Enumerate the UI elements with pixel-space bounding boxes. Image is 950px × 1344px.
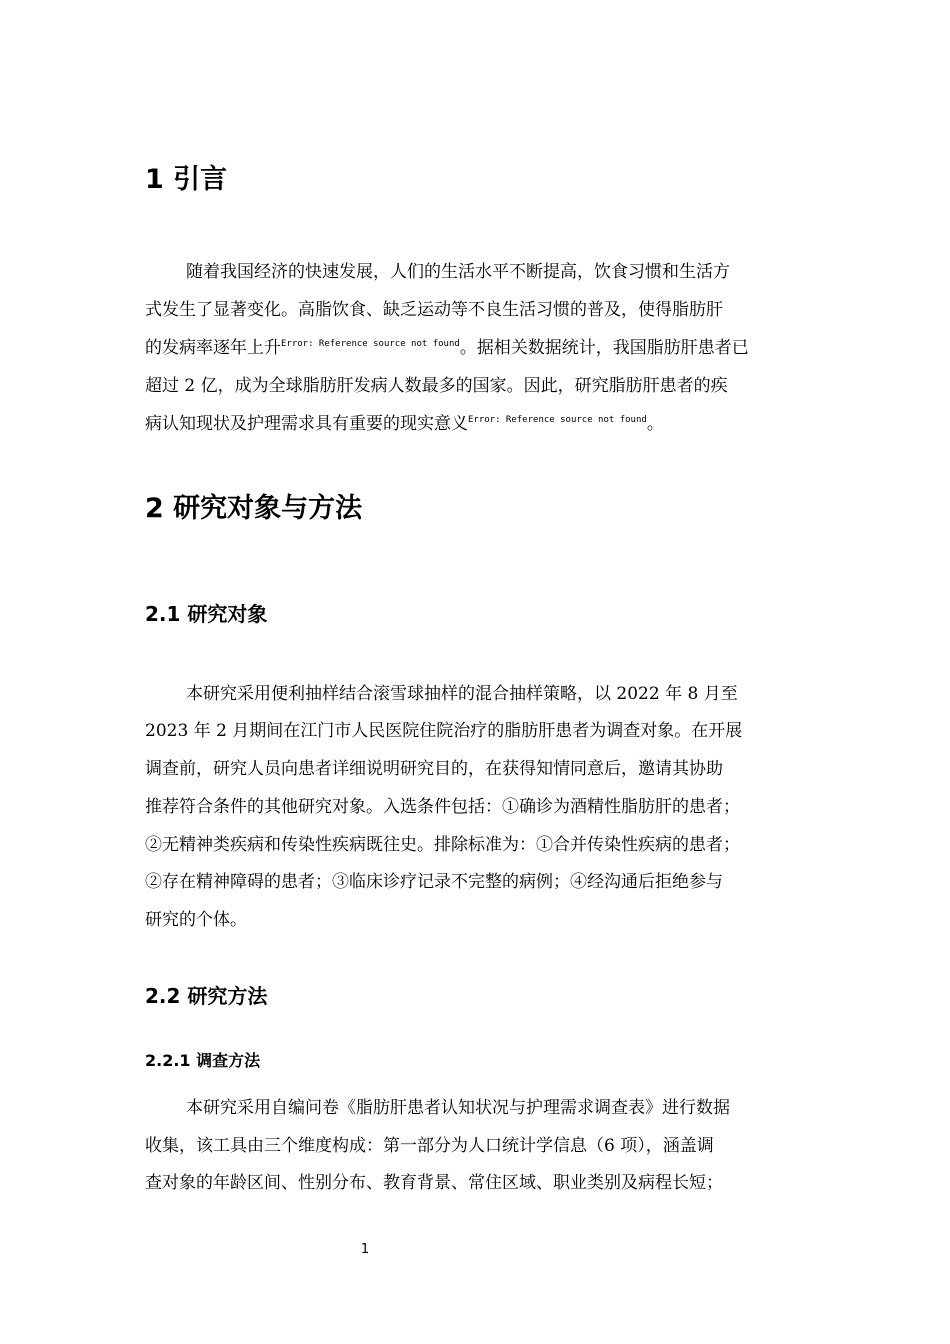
intro-line-1: 随着我国经济的快速发展，人们的生活水平不断提高，饮食习惯和生活方 (186, 262, 730, 282)
survey-line-1: 本研究采用自编问卷《脂肪肝患者认知状况与护理需求调查表》进行数据 (186, 1098, 730, 1118)
intro-line-4: 超过 2 亿，成为全球脂肪肝发病人数最多的国家。因此，研究脂肪肝患者的疾 (145, 376, 728, 396)
survey-line-2: 收集，该工具由三个维度构成：第一部分为人口统计学信息（6 项），涵盖调 (145, 1136, 714, 1156)
heading-study-methods: 2.2 研究方法 (145, 984, 268, 1008)
subject-line-5: ②无精神类疾病和传染性疾病既往史。排除标准为：①合并传染性疾病的患者； (145, 835, 740, 855)
subject-line-7: 研究的个体。 (145, 910, 247, 930)
intro-line-5-text: 病认知现状及护理需求具有重要的现实意义 (145, 414, 468, 434)
intro-line-5-tail: 。 (646, 414, 664, 434)
intro-line-3 (145, 336, 749, 360)
heading-study-subjects: 2.1 研究对象 (145, 602, 268, 626)
reference-error-2: Error: Reference source not found (468, 415, 647, 425)
subject-line-4: 推荐符合条件的其他研究对象。入选条件包括：①确诊为酒精性脂肪肝的患者； (145, 797, 740, 817)
heading-survey-method: 2.2.1 调查方法 (145, 1051, 261, 1070)
subject-line-2: 2023 年 2 月期间在江门市人民医院住院治疗的脂肪肝患者为调查对象。在开展 (145, 721, 743, 741)
intro-line-3-tail: 。据相关数据统计，我国脂肪肝患者已 (459, 338, 749, 358)
subject-line-1: 本研究采用便利抽样结合滚雪球抽样的混合抽样策略，以 2022 年 8 月至 (186, 684, 738, 704)
subject-line-3: 调查前，研究人员向患者详细说明研究目的，在获得知情同意后，邀请其协助 (145, 759, 723, 779)
intro-line-5 (145, 412, 664, 436)
reference-error-1: Error: Reference source not found (281, 339, 460, 349)
survey-line-3: 查对象的年龄区间、性别分布、教育背景、常住区域、职业类别及病程长短； (145, 1173, 723, 1193)
subject-line-6: ②存在精神障碍的患者；③临床诊疗记录不完整的病例；④经沟通后拒绝参与 (145, 872, 723, 892)
intro-line-3-text: 的发病率逐年上升 (145, 338, 281, 358)
intro-line-2: 式发生了显著变化。高脂饮食、缺乏运动等不良生活习惯的普及，使得脂肪肝 (145, 300, 723, 320)
heading-introduction: 1 引言 (145, 164, 228, 195)
page-number: 1 (360, 1242, 370, 1257)
heading-methods: 2 研究对象与方法 (145, 493, 363, 524)
